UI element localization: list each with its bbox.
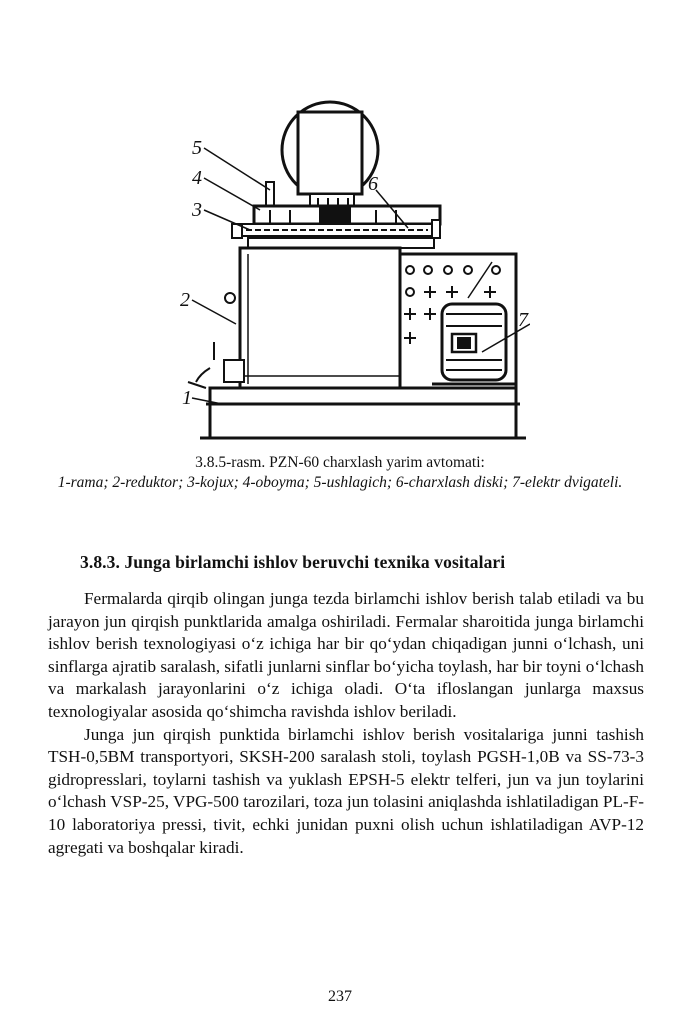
caption-title: 3.8.5-rasm. PZN-60 charxlash yarim avtomati:: [195, 454, 485, 471]
callout-5: 5: [192, 137, 202, 159]
paragraph-2: Junga jun qirqish punktida birlamchi ishlov berish vositalariga junni tashish TSH-0,5BM transportyori, SKSH-200 saralash stoli, toylash PGSH-1,0B va SS-73-3 gidropresslari, toylarni tashish va yuklash EPSH-5 elektr telferi, jun va jun toylarini o‘lchash VSP-25, VPG-500 tarozilari, toza jun tolasini aniqlashda ishlatiladigan PL-F-10 laboratoriya pressi, tivit, echki junidan puxni olish uchun ishlatiladigan AVP-12 agregati va boshqalar kiradi.: [48, 724, 644, 857]
paragraph-1: Fermalarda qirqib olingan junga tezda birlamchi ishlov berish talab etiladi va bu jarayon jun qirqish punktlarida amalga oshiriladi. Fermalar sharoitida junga birlamchi ishlov berish texnologiyasi o‘z ichiga har bir qo‘ydan chiqadigan junni o‘lchash, uni sinflarga ajratib saralash, sifatli junlarni sinflar bo‘yicha toylash, har bir toyni o‘lchash va markalash jarayonlarini o‘z ichiga oladi. O‘ta ifloslangan junlarga maxsus texnologiyalar asosida qo‘shimcha ravishda ishlov beriladi.: [48, 589, 644, 721]
section-heading: 3.8.3. Junga birlamchi ishlov beruvchi texnika vositalari: [80, 552, 506, 572]
section-body: [48, 588, 644, 859]
callout-4: 4: [192, 167, 202, 189]
gearbox: [240, 248, 400, 388]
top-housing: [298, 112, 362, 194]
frame: [210, 388, 516, 404]
callout-1: 1: [182, 387, 192, 409]
callout-3: 3: [192, 199, 202, 221]
figure-caption: [40, 453, 640, 493]
machine-diagram: [170, 98, 530, 446]
callout-7: 7: [518, 309, 528, 331]
callout-6: 6: [368, 173, 378, 195]
caption-legend: 1-rama; 2-reduktor; 3-kojux; 4-oboyma; 5-ushlagich; 6-charxlash diski; 7-elektr dvigateli.: [57, 474, 623, 491]
page-number: 237: [328, 988, 352, 1005]
callout-2: 2: [180, 289, 190, 311]
holder: [266, 182, 274, 208]
